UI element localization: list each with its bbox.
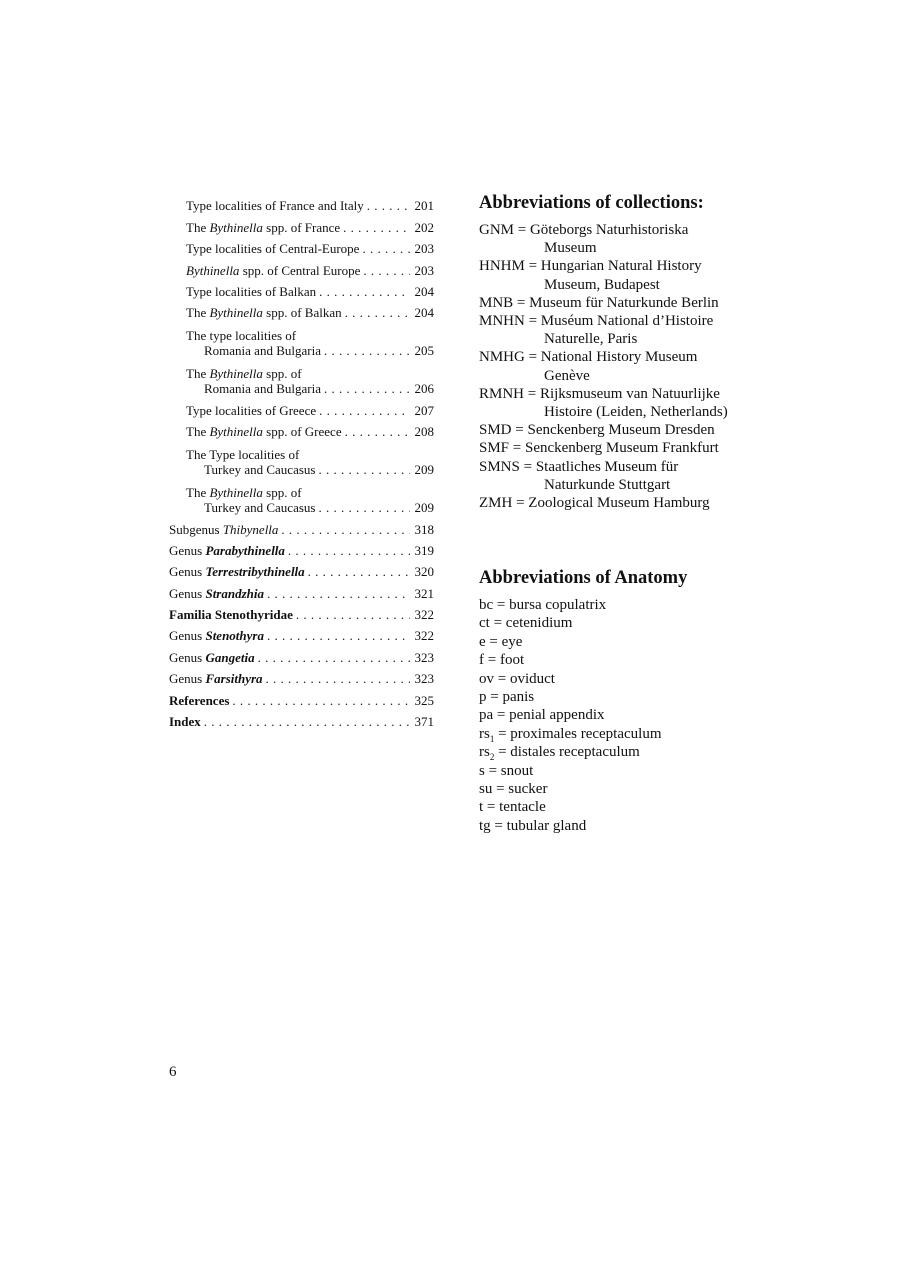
toc-leader-dots	[319, 403, 410, 418]
toc-page-number: 322	[414, 628, 434, 644]
collection-entry	[479, 458, 779, 494]
toc-entry-line	[169, 586, 264, 601]
toc-entry-line	[186, 241, 359, 256]
toc-leader-dots	[258, 650, 410, 665]
page-number: 6	[169, 1064, 177, 1080]
toc-entry-title	[169, 522, 278, 537]
anatomy-subscript: 2	[489, 752, 495, 763]
collection-entry-text: HNHM = Hungarian Natural History	[479, 258, 702, 275]
anatomy-entry-text: rs	[479, 725, 490, 742]
toc-leader-dots	[318, 500, 410, 515]
toc-page-number: 204	[414, 283, 434, 299]
toc-page-number: 325	[414, 692, 434, 708]
toc-page-number: 206	[414, 381, 434, 397]
toc-italic-text: Bythinella	[209, 219, 263, 235]
anatomy-entry	[479, 725, 779, 743]
toc-text: Genus	[169, 542, 206, 558]
toc-entry	[169, 358, 434, 396]
toc-italic-text: Bythinella	[186, 262, 240, 278]
toc-text: The	[186, 485, 210, 501]
toc-leader-dots	[267, 628, 410, 643]
collection-entry-text: NMHG = National History Museum	[479, 349, 698, 366]
anatomy-entry	[479, 633, 779, 651]
anatomy-entry	[479, 688, 779, 706]
anatomy-entry-text: rs	[479, 744, 490, 761]
collection-entry-text: SMD = Senckenberg Museum Dresden	[479, 422, 715, 439]
toc-entry-line	[169, 714, 201, 729]
toc-entry	[169, 579, 434, 600]
toc-entry-line	[186, 366, 302, 381]
collection-entry-continuation: Genève	[544, 367, 590, 384]
collection-entry	[479, 494, 779, 512]
collection-entry	[479, 385, 779, 421]
toc-leader-dots	[281, 522, 410, 537]
toc-entry-title	[169, 628, 264, 643]
toc-leader-dots	[296, 607, 410, 622]
toc-page-number: 320	[414, 564, 434, 580]
toc-text: spp. of Greece	[262, 424, 342, 440]
toc-entry-title	[186, 403, 316, 418]
toc-text: Genus	[169, 564, 206, 580]
collection-entry-text: MNB = Museum für Naturkunde Berlin	[479, 294, 719, 311]
toc-entry-continuation: Turkey and Caucasus	[204, 500, 316, 516]
toc-page-number: 319	[414, 542, 434, 558]
anatomy-heading: Abbreviations of Anatomy	[479, 568, 688, 588]
anatomy-entry-text: t = tentacle	[479, 799, 546, 816]
toc-entry-line	[169, 628, 264, 643]
anatomy-entry-text: tg = tubular gland	[479, 817, 587, 834]
toc-leader-dots	[362, 241, 410, 256]
toc-italic-text: Thibynella	[222, 521, 279, 537]
toc-leader-dots	[345, 424, 410, 439]
toc-leader-dots	[267, 586, 410, 601]
anatomy-entry	[479, 651, 779, 669]
toc-leader-dots	[343, 220, 410, 235]
toc-entry	[169, 558, 434, 579]
table-of-contents	[169, 192, 434, 729]
anatomy-entry	[479, 670, 779, 688]
toc-entry-title	[186, 305, 342, 320]
anatomy-entry-text: e = eye	[479, 633, 523, 650]
collection-entry	[479, 348, 779, 384]
toc-entry-title	[169, 607, 293, 622]
toc-leader-dots	[318, 462, 410, 477]
toc-text: Genus	[169, 649, 206, 665]
toc-leader-dots	[266, 671, 410, 686]
anatomy-entry	[479, 798, 779, 816]
toc-entry-title	[169, 543, 285, 558]
toc-entry-line	[169, 693, 229, 708]
anatomy-entry-text: pa = penial appendix	[479, 707, 605, 724]
anatomy-entry	[479, 780, 779, 798]
toc-leader-dots	[232, 693, 410, 708]
toc-entry-title	[169, 671, 263, 686]
toc-entry-line	[186, 424, 342, 439]
toc-entry-title	[186, 263, 360, 278]
collections-heading: Abbreviations of collections:	[479, 193, 704, 213]
collection-entry	[479, 439, 779, 457]
toc-bold-text: References	[169, 692, 230, 708]
toc-bold-text: Index	[169, 714, 201, 730]
toc-entry-title	[169, 650, 255, 665]
anatomy-entry	[479, 706, 779, 724]
toc-leader-dots	[204, 714, 410, 729]
anatomy-entry-text: = proximales receptaculum	[494, 725, 662, 742]
anatomy-entry	[479, 762, 779, 780]
toc-entry	[169, 256, 434, 277]
toc-text: The type localities of	[186, 328, 297, 344]
anatomy-entry	[479, 614, 779, 632]
toc-entry	[169, 515, 434, 536]
toc-text: Type localities of Central-Europe	[186, 241, 360, 257]
toc-entry	[169, 643, 434, 664]
toc-entry	[169, 213, 434, 234]
toc-entry	[169, 278, 434, 299]
anatomy-entry-text: s = snout	[479, 762, 534, 779]
toc-page-number: 203	[414, 262, 434, 278]
toc-entry	[169, 192, 434, 213]
toc-entry-line	[186, 305, 342, 320]
toc-page-number: 371	[414, 714, 434, 730]
collection-entry-continuation: Museum, Budapest	[544, 276, 660, 293]
collection-entry	[479, 294, 779, 312]
toc-text: spp. of France	[262, 219, 341, 235]
collection-entry	[479, 221, 779, 257]
toc-page-number: 207	[414, 402, 434, 418]
toc-page-number: 321	[414, 585, 434, 601]
toc-entry-line	[169, 607, 293, 622]
toc-page-number: 204	[414, 305, 434, 321]
collections-list	[479, 221, 779, 512]
toc-page-number: 323	[414, 649, 434, 665]
toc-entry	[169, 320, 434, 358]
collection-entry-continuation: Naturelle, Paris	[544, 331, 638, 348]
toc-entry	[169, 477, 434, 515]
toc-genus-name: Terrestribythinella	[205, 564, 305, 580]
toc-entry-line	[186, 198, 364, 213]
toc-text: Type localities of France and Italy	[186, 198, 364, 214]
toc-entry	[169, 396, 434, 417]
toc-genus-name: Stenothyra	[205, 628, 264, 644]
toc-entry-continuation: Turkey and Caucasus	[204, 462, 316, 478]
anatomy-entry-text: ct = cetenidium	[479, 615, 573, 632]
toc-leader-dots	[288, 543, 410, 558]
toc-genus-name: Strandzhia	[205, 585, 265, 601]
toc-italic-text: Bythinella	[209, 485, 263, 501]
toc-text: Type localities of Balkan	[186, 283, 317, 299]
toc-genus-name: Parabythinella	[205, 542, 285, 558]
toc-entry-title	[186, 220, 340, 235]
toc-bold-text: Familia Stenothyridae	[169, 607, 293, 623]
toc-entry	[169, 439, 434, 477]
anatomy-list	[479, 596, 779, 835]
collection-entry-text: SMF = Senckenberg Museum Frankfurt	[479, 440, 719, 457]
toc-entry	[169, 418, 434, 439]
toc-genus-name: Farsithyra	[205, 671, 263, 687]
anatomy-entry-text: ov = oviduct	[479, 670, 555, 687]
toc-italic-text: Bythinella	[209, 424, 263, 440]
toc-entry	[169, 235, 434, 256]
toc-entry-line	[186, 328, 296, 343]
toc-text: spp. of	[262, 485, 302, 501]
toc-text: The	[186, 305, 210, 321]
toc-entry-title	[186, 366, 321, 396]
collections-abbreviations	[479, 192, 779, 512]
toc-entry-title	[186, 198, 364, 213]
toc-text: Subgenus	[169, 521, 223, 537]
toc-page-number: 322	[414, 607, 434, 623]
toc-text: spp. of Balkan	[262, 305, 342, 321]
toc-page-number: 205	[414, 343, 434, 359]
toc-page-number: 202	[414, 219, 434, 235]
toc-entry	[169, 601, 434, 622]
anatomy-entry-text: su = sucker	[479, 781, 548, 798]
toc-entry-title	[169, 564, 305, 579]
toc-entry	[169, 537, 434, 558]
toc-page-number: 318	[414, 521, 434, 537]
toc-entry	[169, 708, 434, 729]
collection-entry-text: SMNS = Staatliches Museum für	[479, 458, 679, 475]
toc-page-number: 208	[414, 424, 434, 440]
anatomy-entry	[479, 596, 779, 614]
toc-entry-line	[186, 447, 299, 462]
toc-entry-title	[186, 447, 315, 477]
toc-entry-line	[169, 543, 285, 558]
toc-entry-line	[186, 220, 340, 235]
anatomy-subscript: 1	[489, 733, 495, 744]
collection-entry-text: ZMH = Zoological Museum Hamburg	[479, 495, 710, 512]
toc-entry-line	[169, 522, 278, 537]
toc-page-number: 323	[414, 671, 434, 687]
toc-entry	[169, 299, 434, 320]
toc-genus-name: Gangetia	[205, 649, 255, 665]
anatomy-abbreviations	[479, 567, 779, 835]
toc-entry-continuation: Romania and Bulgaria	[204, 343, 321, 359]
toc-entry-line	[186, 485, 302, 500]
toc-entry-title	[186, 241, 359, 256]
collection-entry	[479, 421, 779, 439]
toc-leader-dots	[308, 564, 410, 579]
toc-leader-dots	[324, 343, 410, 358]
toc-entry-line	[169, 650, 255, 665]
toc-entry-line	[169, 671, 263, 686]
toc-text: spp. of	[262, 366, 302, 382]
toc-entry	[169, 665, 434, 686]
toc-text: Type localities of Greece	[186, 402, 317, 418]
toc-leader-dots	[319, 284, 410, 299]
toc-entry-title	[186, 424, 342, 439]
toc-entry-title	[186, 485, 315, 515]
collection-entry-continuation: Naturkunde Stuttgart	[544, 476, 671, 493]
toc-leader-dots	[345, 305, 410, 320]
anatomy-entry-text: f = foot	[479, 652, 525, 669]
toc-italic-text: Bythinella	[209, 366, 263, 382]
toc-entry-line	[169, 564, 305, 579]
toc-entry-title	[186, 328, 321, 358]
toc-entry	[169, 686, 434, 707]
anatomy-entry-text: bc = bursa copulatrix	[479, 597, 607, 613]
collection-entry-text: MNHN = Muséum National d’Histoire	[479, 313, 714, 330]
toc-page-number: 209	[414, 500, 434, 516]
toc-text: The	[186, 424, 210, 440]
anatomy-entry-text: = distales receptaculum	[494, 744, 640, 761]
collection-entry-continuation: Histoire (Leiden, Netherlands)	[544, 404, 728, 421]
toc-entry-line	[186, 284, 316, 299]
anatomy-entry	[479, 817, 779, 835]
toc-page-number: 203	[414, 241, 434, 257]
toc-text: Genus	[169, 585, 206, 601]
collection-entry	[479, 312, 779, 348]
collection-entry	[479, 257, 779, 293]
toc-entry-line	[186, 263, 360, 278]
collection-entry-continuation: Museum	[544, 240, 597, 257]
toc-text: spp. of Central Europe	[239, 262, 361, 278]
toc-entry	[169, 622, 434, 643]
toc-entry-title	[169, 693, 229, 708]
anatomy-entry-text: p = panis	[479, 689, 535, 706]
toc-entry-line	[186, 403, 316, 418]
anatomy-entry	[479, 743, 779, 761]
toc-text: The	[186, 219, 210, 235]
toc-entry-title	[169, 586, 264, 601]
toc-italic-text: Bythinella	[209, 305, 263, 321]
toc-leader-dots	[363, 263, 410, 278]
toc-text: Genus	[169, 671, 206, 687]
toc-entry-continuation: Romania and Bulgaria	[204, 381, 321, 397]
toc-text: The Type localities of	[186, 447, 300, 463]
collection-entry-text: GNM = Göteborgs Naturhistoriska	[479, 222, 689, 238]
toc-entry-title	[169, 714, 201, 729]
toc-text: The	[186, 366, 210, 382]
toc-leader-dots	[367, 198, 410, 213]
toc-entry-title	[186, 284, 316, 299]
toc-text: Genus	[169, 628, 206, 644]
collection-entry-text: RMNH = Rijksmuseum van Natuurlijke	[479, 385, 720, 402]
toc-page-number: 209	[414, 462, 434, 478]
toc-page-number: 201	[414, 198, 434, 214]
toc-leader-dots	[324, 381, 410, 396]
